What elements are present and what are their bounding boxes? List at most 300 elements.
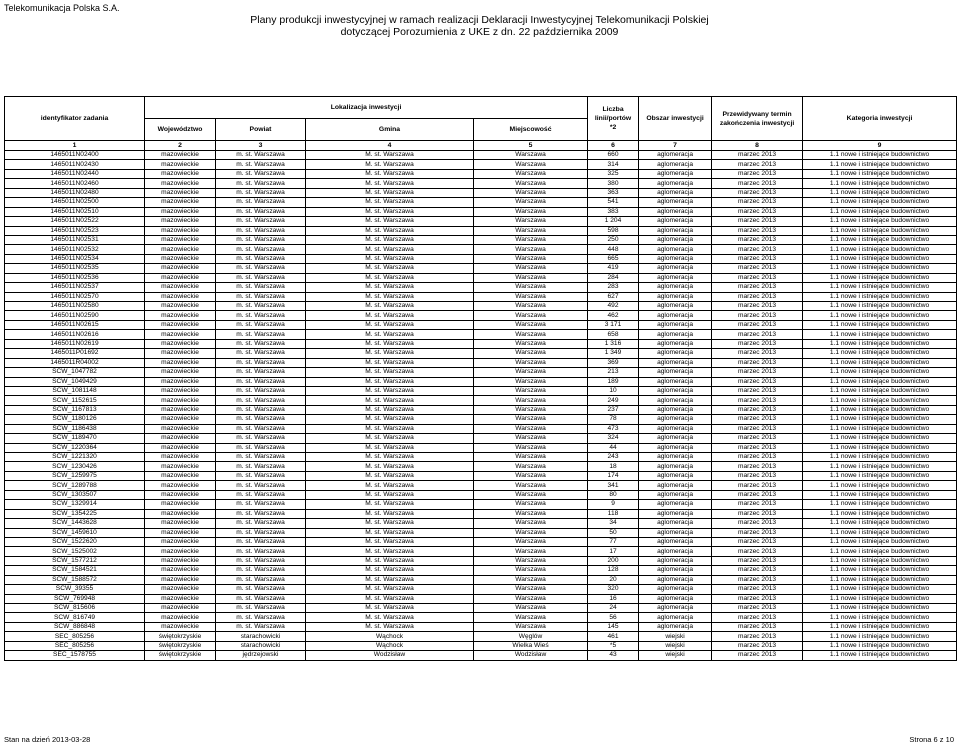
- cell-termin: marzec 2013: [712, 198, 803, 207]
- cell-kategoria: 1.1 nowe i istniejące budownictwo: [803, 349, 957, 358]
- cell-powiat: m. st. Warszawa: [216, 386, 306, 395]
- cell-miejscowosc: Warszawa: [474, 198, 588, 207]
- col-number: 7: [639, 141, 712, 151]
- table-row: [5, 254, 957, 263]
- cell-kategoria: 1.1 nowe i istniejące budownictwo: [803, 151, 957, 160]
- cell-liczba: 341: [588, 481, 639, 490]
- cell-wojewodztwo: mazowieckie: [145, 509, 216, 518]
- cell-kategoria: 1.1 nowe i istniejące budownictwo: [803, 386, 957, 395]
- cell-gmina: M. st. Warszawa: [306, 349, 474, 358]
- cell-liczba: 250: [588, 235, 639, 244]
- cell-kategoria: 1.1 nowe i istniejące budownictwo: [803, 566, 957, 575]
- cell-powiat: m. st. Warszawa: [216, 405, 306, 414]
- cell-liczba: 419: [588, 264, 639, 273]
- cell-id: 1465011R04002: [5, 358, 145, 367]
- cell-id: SEC_1578755: [5, 651, 145, 660]
- cell-miejscowosc: Warszawa: [474, 302, 588, 311]
- table-row: [5, 396, 957, 405]
- cell-kategoria: 1.1 nowe i istniejące budownictwo: [803, 509, 957, 518]
- cell-termin: marzec 2013: [712, 151, 803, 160]
- cell-miejscowosc: Warszawa: [474, 622, 588, 631]
- table-row: [5, 273, 957, 282]
- cell-kategoria: 1.1 nowe i istniejące budownictwo: [803, 283, 957, 292]
- cell-powiat: m. st. Warszawa: [216, 151, 306, 160]
- cell-miejscowosc: Warszawa: [474, 471, 588, 480]
- cell-id: 1465011N02460: [5, 179, 145, 188]
- cell-id: SCW_1459610: [5, 528, 145, 537]
- cell-termin: marzec 2013: [712, 424, 803, 433]
- cell-powiat: m. st. Warszawa: [216, 613, 306, 622]
- cell-kategoria: 1.1 nowe i istniejące budownictwo: [803, 519, 957, 528]
- cell-liczba: 1 204: [588, 217, 639, 226]
- cell-liczba: 448: [588, 245, 639, 254]
- table-row: [5, 434, 957, 443]
- cell-id: SCW_1525002: [5, 547, 145, 556]
- cell-liczba: 320: [588, 585, 639, 594]
- cell-wojewodztwo: mazowieckie: [145, 292, 216, 301]
- cell-kategoria: 1.1 nowe i istniejące budownictwo: [803, 424, 957, 433]
- cell-termin: marzec 2013: [712, 377, 803, 386]
- table-row: [5, 453, 957, 462]
- table-row: [5, 245, 957, 254]
- cell-gmina: M. st. Warszawa: [306, 311, 474, 320]
- cell-powiat: starachowicki: [216, 632, 306, 641]
- cell-miejscowosc: Warszawa: [474, 151, 588, 160]
- cell-gmina: M. st. Warszawa: [306, 330, 474, 339]
- cell-wojewodztwo: mazowieckie: [145, 160, 216, 169]
- cell-id: SCW_1230426: [5, 462, 145, 471]
- cell-liczba: 665: [588, 254, 639, 263]
- cell-id: 1465011N02537: [5, 283, 145, 292]
- cell-id: SCW_1186438: [5, 424, 145, 433]
- cell-miejscowosc: Warszawa: [474, 509, 588, 518]
- table-row: [5, 613, 957, 622]
- table-row: [5, 462, 957, 471]
- cell-termin: marzec 2013: [712, 651, 803, 660]
- table-row: [5, 226, 957, 235]
- cell-wojewodztwo: mazowieckie: [145, 434, 216, 443]
- col-number: 8: [712, 141, 803, 151]
- cell-powiat: m. st. Warszawa: [216, 519, 306, 528]
- cell-wojewodztwo: mazowieckie: [145, 179, 216, 188]
- cell-wojewodztwo: mazowieckie: [145, 585, 216, 594]
- cell-miejscowosc: Warszawa: [474, 320, 588, 329]
- cell-liczba: 237: [588, 405, 639, 414]
- table-row: [5, 405, 957, 414]
- cell-termin: marzec 2013: [712, 528, 803, 537]
- cell-kategoria: 1.1 nowe i istniejące budownictwo: [803, 358, 957, 367]
- table-row: [5, 509, 957, 518]
- table-row: [5, 302, 957, 311]
- cell-id: SCW_1152615: [5, 396, 145, 405]
- cell-miejscowosc: Warszawa: [474, 613, 588, 622]
- cell-termin: marzec 2013: [712, 245, 803, 254]
- cell-miejscowosc: Warszawa: [474, 339, 588, 348]
- table-row: [5, 358, 957, 367]
- cell-wojewodztwo: mazowieckie: [145, 349, 216, 358]
- cell-gmina: M. st. Warszawa: [306, 302, 474, 311]
- cell-wojewodztwo: mazowieckie: [145, 169, 216, 178]
- cell-liczba: 34: [588, 519, 639, 528]
- cell-liczba: 189: [588, 377, 639, 386]
- cell-gmina: M. st. Warszawa: [306, 481, 474, 490]
- table-row: [5, 151, 957, 160]
- cell-termin: marzec 2013: [712, 556, 803, 565]
- cell-wojewodztwo: mazowieckie: [145, 405, 216, 414]
- cell-miejscowosc: Warszawa: [474, 594, 588, 603]
- cell-wojewodztwo: mazowieckie: [145, 283, 216, 292]
- cell-gmina: M. st. Warszawa: [306, 217, 474, 226]
- cell-miejscowosc: Warszawa: [474, 283, 588, 292]
- cell-kategoria: 1.1 nowe i istniejące budownictwo: [803, 415, 957, 424]
- header-powiat: Powiat: [216, 119, 306, 141]
- cell-termin: marzec 2013: [712, 585, 803, 594]
- cell-liczba: 541: [588, 198, 639, 207]
- cell-obszar: aglomeracja: [639, 207, 712, 216]
- cell-powiat: m. st. Warszawa: [216, 264, 306, 273]
- cell-kategoria: 1.1 nowe i istniejące budownictwo: [803, 160, 957, 169]
- cell-powiat: m. st. Warszawa: [216, 424, 306, 433]
- cell-obszar: aglomeracja: [639, 368, 712, 377]
- cell-liczba: 174: [588, 471, 639, 480]
- header-liczba: [588, 97, 639, 141]
- cell-termin: marzec 2013: [712, 622, 803, 631]
- cell-powiat: m. st. Warszawa: [216, 292, 306, 301]
- cell-kategoria: 1.1 nowe i istniejące budownictwo: [803, 471, 957, 480]
- table-body: [5, 151, 957, 661]
- cell-termin: marzec 2013: [712, 547, 803, 556]
- cell-powiat: m. st. Warszawa: [216, 160, 306, 169]
- cell-kategoria: 1.1 nowe i istniejące budownictwo: [803, 188, 957, 197]
- cell-gmina: M. st. Warszawa: [306, 528, 474, 537]
- cell-miejscowosc: Warszawa: [474, 330, 588, 339]
- cell-powiat: m. st. Warszawa: [216, 358, 306, 367]
- cell-miejscowosc: Warszawa: [474, 556, 588, 565]
- cell-miejscowosc: Warszawa: [474, 575, 588, 584]
- table-row: [5, 651, 957, 660]
- cell-kategoria: 1.1 nowe i istniejące budownictwo: [803, 575, 957, 584]
- cell-termin: marzec 2013: [712, 613, 803, 622]
- cell-kategoria: 1.1 nowe i istniejące budownictwo: [803, 490, 957, 499]
- cell-termin: marzec 2013: [712, 188, 803, 197]
- cell-liczba: *5: [588, 641, 639, 650]
- cell-termin: marzec 2013: [712, 519, 803, 528]
- cell-miejscowosc: Warszawa: [474, 368, 588, 377]
- cell-liczba: 17: [588, 547, 639, 556]
- cell-miejscowosc: Warszawa: [474, 481, 588, 490]
- table-row: [5, 594, 957, 603]
- cell-kategoria: 1.1 nowe i istniejące budownictwo: [803, 292, 957, 301]
- cell-miejscowosc: Węglów: [474, 632, 588, 641]
- cell-termin: marzec 2013: [712, 349, 803, 358]
- table-row: [5, 547, 957, 556]
- cell-termin: marzec 2013: [712, 490, 803, 499]
- cell-wojewodztwo: mazowieckie: [145, 481, 216, 490]
- cell-obszar: aglomeracja: [639, 151, 712, 160]
- cell-liczba: 249: [588, 396, 639, 405]
- cell-wojewodztwo: mazowieckie: [145, 490, 216, 499]
- cell-kategoria: 1.1 nowe i istniejące budownictwo: [803, 169, 957, 178]
- cell-powiat: m. st. Warszawa: [216, 349, 306, 358]
- col-number: 5: [474, 141, 588, 151]
- cell-wojewodztwo: mazowieckie: [145, 462, 216, 471]
- cell-miejscowosc: Warszawa: [474, 377, 588, 386]
- table-row: [5, 641, 957, 650]
- cell-miejscowosc: Warszawa: [474, 434, 588, 443]
- investment-table: [4, 96, 957, 661]
- cell-liczba: 200: [588, 556, 639, 565]
- table-row: [5, 349, 957, 358]
- cell-liczba: 145: [588, 622, 639, 631]
- cell-liczba: 80: [588, 490, 639, 499]
- cell-obszar: aglomeracja: [639, 490, 712, 499]
- cell-id: SCW_1577212: [5, 556, 145, 565]
- cell-obszar: aglomeracja: [639, 547, 712, 556]
- table-row: [5, 471, 957, 480]
- cell-gmina: M. st. Warszawa: [306, 566, 474, 575]
- cell-liczba: 492: [588, 302, 639, 311]
- cell-obszar: aglomeracja: [639, 292, 712, 301]
- cell-miejscowosc: Warszawa: [474, 254, 588, 263]
- cell-miejscowosc: Warszawa: [474, 547, 588, 556]
- cell-obszar: aglomeracja: [639, 509, 712, 518]
- cell-powiat: m. st. Warszawa: [216, 500, 306, 509]
- cell-id: SCW_1443628: [5, 519, 145, 528]
- cell-liczba: 213: [588, 368, 639, 377]
- cell-miejscowosc: Warszawa: [474, 311, 588, 320]
- cell-gmina: M. st. Warszawa: [306, 604, 474, 613]
- cell-wojewodztwo: świętokrzyskie: [145, 651, 216, 660]
- cell-kategoria: 1.1 nowe i istniejące budownictwo: [803, 311, 957, 320]
- cell-gmina: M. st. Warszawa: [306, 169, 474, 178]
- cell-powiat: m. st. Warszawa: [216, 339, 306, 348]
- table-row: [5, 622, 957, 631]
- cell-gmina: M. st. Warszawa: [306, 575, 474, 584]
- table-row: [5, 235, 957, 244]
- cell-wojewodztwo: mazowieckie: [145, 368, 216, 377]
- cell-liczba: 128: [588, 566, 639, 575]
- cell-liczba: 9: [588, 500, 639, 509]
- cell-powiat: m. st. Warszawa: [216, 396, 306, 405]
- cell-miejscowosc: Warszawa: [474, 405, 588, 414]
- cell-wojewodztwo: mazowieckie: [145, 235, 216, 244]
- cell-id: 1465011N02534: [5, 254, 145, 263]
- cell-gmina: M. st. Warszawa: [306, 622, 474, 631]
- table-row: [5, 264, 957, 273]
- cell-obszar: aglomeracja: [639, 396, 712, 405]
- cell-id: 1465011N02522: [5, 217, 145, 226]
- cell-obszar: aglomeracja: [639, 160, 712, 169]
- footer-date: Stan na dzień 2013-03-28: [4, 735, 91, 744]
- table-row: [5, 292, 957, 301]
- cell-miejscowosc: Warszawa: [474, 443, 588, 452]
- cell-wojewodztwo: świętokrzyskie: [145, 632, 216, 641]
- cell-id: 1465011N02580: [5, 302, 145, 311]
- cell-miejscowosc: Wielka Wieś: [474, 641, 588, 650]
- cell-liczba: 44: [588, 443, 639, 452]
- header-kategoria: Kategoria inwestycji: [803, 97, 957, 141]
- cell-gmina: Wodzisław: [306, 651, 474, 660]
- cell-gmina: M. st. Warszawa: [306, 509, 474, 518]
- cell-wojewodztwo: mazowieckie: [145, 273, 216, 282]
- cell-wojewodztwo: mazowieckie: [145, 311, 216, 320]
- cell-termin: marzec 2013: [712, 462, 803, 471]
- cell-id: 1465011P01692: [5, 349, 145, 358]
- cell-liczba: 10: [588, 386, 639, 395]
- cell-miejscowosc: Warszawa: [474, 490, 588, 499]
- cell-gmina: M. st. Warszawa: [306, 443, 474, 452]
- cell-id: SCW_1259975: [5, 471, 145, 480]
- cell-gmina: M. st. Warszawa: [306, 490, 474, 499]
- table-row: [5, 537, 957, 546]
- cell-kategoria: 1.1 nowe i istniejące budownictwo: [803, 613, 957, 622]
- cell-kategoria: 1.1 nowe i istniejące budownictwo: [803, 320, 957, 329]
- cell-gmina: M. st. Warszawa: [306, 368, 474, 377]
- cell-termin: marzec 2013: [712, 641, 803, 650]
- cell-wojewodztwo: mazowieckie: [145, 537, 216, 546]
- cell-miejscowosc: Warszawa: [474, 235, 588, 244]
- cell-powiat: m. st. Warszawa: [216, 254, 306, 263]
- cell-kategoria: 1.1 nowe i istniejące budownictwo: [803, 235, 957, 244]
- cell-termin: marzec 2013: [712, 160, 803, 169]
- cell-liczba: 283: [588, 283, 639, 292]
- cell-termin: marzec 2013: [712, 604, 803, 613]
- cell-id: 1465011N02523: [5, 226, 145, 235]
- cell-kategoria: 1.1 nowe i istniejące budownictwo: [803, 377, 957, 386]
- table-row: [5, 386, 957, 395]
- cell-powiat: m. st. Warszawa: [216, 585, 306, 594]
- cell-id: 1465011N02619: [5, 339, 145, 348]
- footer-page-number: Strona 6 z 10: [909, 735, 954, 744]
- cell-wojewodztwo: mazowieckie: [145, 566, 216, 575]
- cell-kategoria: 1.1 nowe i istniejące budownictwo: [803, 481, 957, 490]
- cell-kategoria: 1.1 nowe i istniejące budownictwo: [803, 453, 957, 462]
- cell-id: SCW_1354225: [5, 509, 145, 518]
- cell-obszar: aglomeracja: [639, 481, 712, 490]
- cell-kategoria: 1.1 nowe i istniejące budownictwo: [803, 462, 957, 471]
- table-row: [5, 490, 957, 499]
- cell-gmina: M. st. Warszawa: [306, 339, 474, 348]
- cell-gmina: M. st. Warszawa: [306, 179, 474, 188]
- cell-gmina: M. st. Warszawa: [306, 273, 474, 282]
- cell-obszar: aglomeracja: [639, 453, 712, 462]
- cell-liczba: 627: [588, 292, 639, 301]
- cell-miejscowosc: Warszawa: [474, 462, 588, 471]
- cell-obszar: aglomeracja: [639, 434, 712, 443]
- cell-kategoria: 1.1 nowe i istniejące budownictwo: [803, 368, 957, 377]
- cell-wojewodztwo: mazowieckie: [145, 471, 216, 480]
- cell-termin: marzec 2013: [712, 302, 803, 311]
- cell-kategoria: 1.1 nowe i istniejące budownictwo: [803, 254, 957, 263]
- cell-wojewodztwo: mazowieckie: [145, 198, 216, 207]
- cell-miejscowosc: Warszawa: [474, 264, 588, 273]
- header-miejscowosc: Miejscowość: [474, 119, 588, 141]
- cell-wojewodztwo: mazowieckie: [145, 622, 216, 631]
- cell-gmina: M. st. Warszawa: [306, 594, 474, 603]
- table-row: [5, 179, 957, 188]
- table-row: [5, 188, 957, 197]
- col-number: 9: [803, 141, 957, 151]
- cell-termin: marzec 2013: [712, 254, 803, 263]
- cell-gmina: M. st. Warszawa: [306, 462, 474, 471]
- cell-id: SCW_1289788: [5, 481, 145, 490]
- cell-liczba: 118: [588, 509, 639, 518]
- cell-powiat: m. st. Warszawa: [216, 453, 306, 462]
- table-row: [5, 311, 957, 320]
- cell-miejscowosc: Warszawa: [474, 358, 588, 367]
- cell-kategoria: 1.1 nowe i istniejące budownictwo: [803, 651, 957, 660]
- cell-obszar: aglomeracja: [639, 604, 712, 613]
- cell-kategoria: 1.1 nowe i istniejące budownictwo: [803, 273, 957, 282]
- cell-wojewodztwo: mazowieckie: [145, 575, 216, 584]
- cell-powiat: m. st. Warszawa: [216, 283, 306, 292]
- cell-miejscowosc: Warszawa: [474, 160, 588, 169]
- cell-miejscowosc: Warszawa: [474, 528, 588, 537]
- cell-obszar: aglomeracja: [639, 528, 712, 537]
- cell-kategoria: 1.1 nowe i istniejące budownictwo: [803, 179, 957, 188]
- cell-gmina: M. st. Warszawa: [306, 283, 474, 292]
- cell-miejscowosc: Warszawa: [474, 226, 588, 235]
- cell-id: SCW_1584521: [5, 566, 145, 575]
- cell-obszar: aglomeracja: [639, 320, 712, 329]
- cell-obszar: aglomeracja: [639, 424, 712, 433]
- cell-id: 1465011N02536: [5, 273, 145, 282]
- cell-obszar: aglomeracja: [639, 254, 712, 263]
- cell-miejscowosc: Warszawa: [474, 396, 588, 405]
- cell-kategoria: 1.1 nowe i istniejące budownictwo: [803, 245, 957, 254]
- table-row: [5, 500, 957, 509]
- cell-obszar: aglomeracja: [639, 226, 712, 235]
- cell-powiat: m. st. Warszawa: [216, 537, 306, 546]
- cell-powiat: m. st. Warszawa: [216, 462, 306, 471]
- cell-powiat: m. st. Warszawa: [216, 604, 306, 613]
- cell-powiat: m. st. Warszawa: [216, 368, 306, 377]
- cell-obszar: aglomeracja: [639, 358, 712, 367]
- cell-gmina: M. st. Warszawa: [306, 292, 474, 301]
- cell-powiat: m. st. Warszawa: [216, 471, 306, 480]
- cell-obszar: aglomeracja: [639, 235, 712, 244]
- cell-powiat: m. st. Warszawa: [216, 207, 306, 216]
- cell-miejscowosc: Warszawa: [474, 169, 588, 178]
- cell-gmina: M. st. Warszawa: [306, 207, 474, 216]
- table-row: [5, 368, 957, 377]
- header-id: identyfikator zadania: [5, 97, 145, 141]
- table-row: [5, 556, 957, 565]
- cell-gmina: M. st. Warszawa: [306, 500, 474, 509]
- cell-miejscowosc: Warszawa: [474, 453, 588, 462]
- cell-wojewodztwo: mazowieckie: [145, 528, 216, 537]
- cell-obszar: aglomeracja: [639, 575, 712, 584]
- cell-wojewodztwo: mazowieckie: [145, 226, 216, 235]
- cell-id: 1465011N02480: [5, 188, 145, 197]
- cell-wojewodztwo: mazowieckie: [145, 519, 216, 528]
- cell-obszar: aglomeracja: [639, 273, 712, 282]
- cell-gmina: M. st. Warszawa: [306, 386, 474, 395]
- table-row: [5, 415, 957, 424]
- header-termin-line2: zakończenia inwestycji: [719, 119, 795, 127]
- cell-powiat: m. st. Warszawa: [216, 217, 306, 226]
- cell-gmina: M. st. Warszawa: [306, 320, 474, 329]
- table-row: [5, 481, 957, 490]
- cell-wojewodztwo: mazowieckie: [145, 396, 216, 405]
- cell-powiat: m. st. Warszawa: [216, 169, 306, 178]
- cell-termin: marzec 2013: [712, 330, 803, 339]
- cell-powiat: m. st. Warszawa: [216, 575, 306, 584]
- cell-termin: marzec 2013: [712, 264, 803, 273]
- cell-gmina: M. st. Warszawa: [306, 434, 474, 443]
- table-row: [5, 377, 957, 386]
- cell-obszar: aglomeracja: [639, 566, 712, 575]
